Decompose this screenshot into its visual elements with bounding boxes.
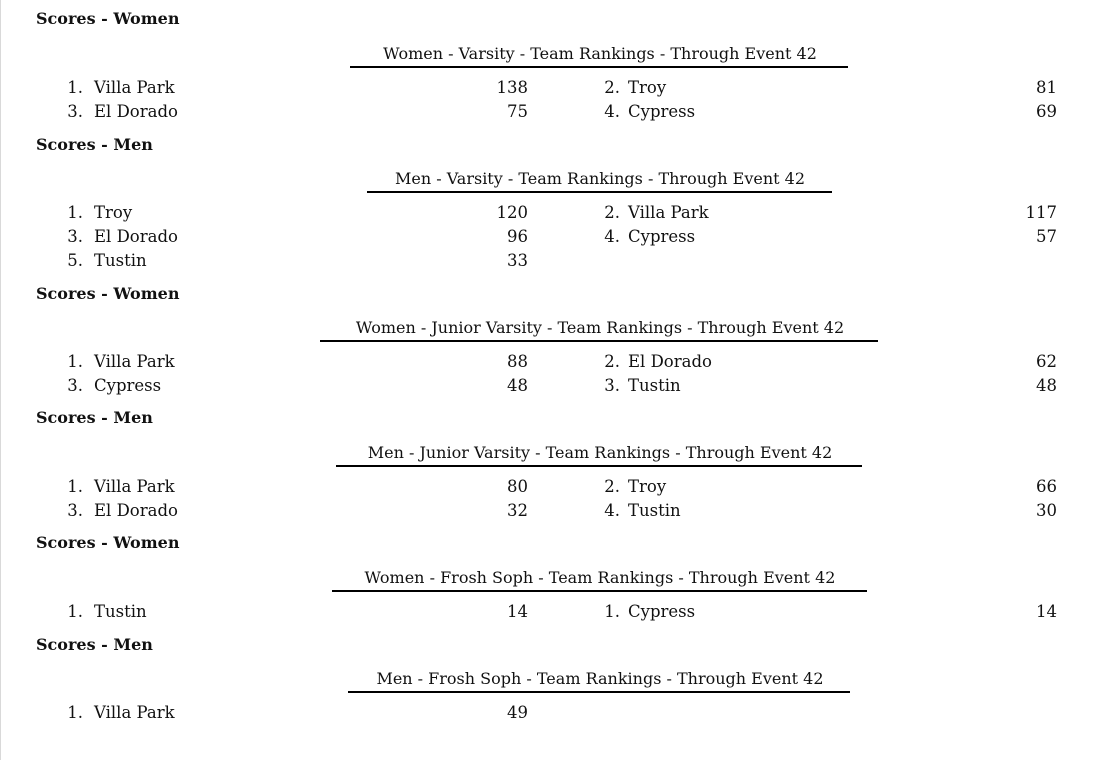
table-row [1,226,1100,248]
rank: 1. [67,78,83,97]
team-name: Villa Park [94,703,175,722]
rank: 1. [67,352,83,371]
team-name: Tustin [94,602,147,621]
rank: 2. [604,203,620,222]
team-score: 120 [496,203,528,222]
team-name: Troy [94,203,133,222]
section-heading: Scores - Men [36,408,153,427]
team-score: 88 [507,352,528,371]
table-row [1,250,1100,272]
rank: 1. [67,602,83,621]
team-name: Villa Park [94,78,175,97]
team-score: 48 [507,376,528,395]
rankings-title: Women - Junior Varsity - Team Rankings - Through Event 42 [355,318,845,337]
table-row [1,351,1100,373]
team-name: Cypress [628,602,696,621]
table-row [1,601,1100,623]
section-heading: Scores - Women [36,9,180,28]
rank: 3. [604,376,620,395]
title-underline [320,340,878,342]
rank: 2. [604,352,620,371]
team-score: 75 [507,102,528,121]
team-name: Cypress [628,227,696,246]
team-name: El Dorado [94,501,178,520]
section-heading: Scores - Men [36,635,153,654]
team-name: Cypress [94,376,162,395]
team-score: 62 [1036,352,1057,371]
team-name: El Dorado [94,102,178,121]
team-score: 80 [507,477,528,496]
team-name: Tustin [94,251,147,270]
team-name: Cypress [628,102,696,121]
team-score: 49 [507,703,528,722]
rankings-title: Men - Frosh Soph - Team Rankings - Through Event 42 [376,669,824,688]
rank: 4. [604,227,620,246]
team-score: 96 [507,227,528,246]
team-score: 48 [1036,376,1057,395]
rank: 3. [67,376,83,395]
team-name: El Dorado [94,227,178,246]
team-name: Tustin [628,501,681,520]
table-row [1,375,1100,397]
rank: 3. [67,102,83,121]
team-name: Villa Park [94,352,175,371]
table-row [1,702,1100,724]
team-name: Troy [628,477,667,496]
team-score: 33 [507,251,528,270]
team-score: 69 [1036,102,1057,121]
title-underline [332,590,867,592]
team-score: 66 [1036,477,1057,496]
team-score: 138 [496,78,528,97]
team-name: Villa Park [94,477,175,496]
rankings-title: Men - Junior Varsity - Team Rankings - Through Event 42 [367,443,833,462]
rank: 4. [604,102,620,121]
section-heading: Scores - Women [36,284,180,303]
rank: 1. [67,203,83,222]
team-score: 14 [507,602,528,621]
team-score: 57 [1036,227,1057,246]
rank: 1. [604,602,620,621]
rank: 3. [67,227,83,246]
team-score: 81 [1036,78,1057,97]
title-underline [350,66,848,68]
rankings-title: Women - Varsity - Team Rankings - Through Event 42 [383,44,817,63]
title-underline [336,465,862,467]
team-score: 30 [1036,501,1057,520]
team-name: Tustin [628,376,681,395]
table-row [1,101,1100,123]
section-heading: Scores - Men [36,135,153,154]
team-name: Villa Park [628,203,709,222]
rank: 3. [67,501,83,520]
table-row [1,202,1100,224]
rank: 4. [604,501,620,520]
rankings-title: Women - Frosh Soph - Team Rankings - Through Event 42 [364,568,836,587]
team-score: 14 [1036,602,1057,621]
rank: 5. [67,251,83,270]
team-name: Troy [628,78,667,97]
table-row [1,500,1100,522]
table-row [1,77,1100,99]
rank: 1. [67,703,83,722]
team-name: El Dorado [628,352,712,371]
section-heading: Scores - Women [36,533,180,552]
team-score: 117 [1025,203,1057,222]
rankings-title: Men - Varsity - Team Rankings - Through Event 42 [394,169,806,188]
rank: 2. [604,477,620,496]
table-row [1,476,1100,498]
team-score: 32 [507,501,528,520]
rank: 1. [67,477,83,496]
rank: 2. [604,78,620,97]
title-underline [367,191,832,193]
title-underline [348,691,850,693]
